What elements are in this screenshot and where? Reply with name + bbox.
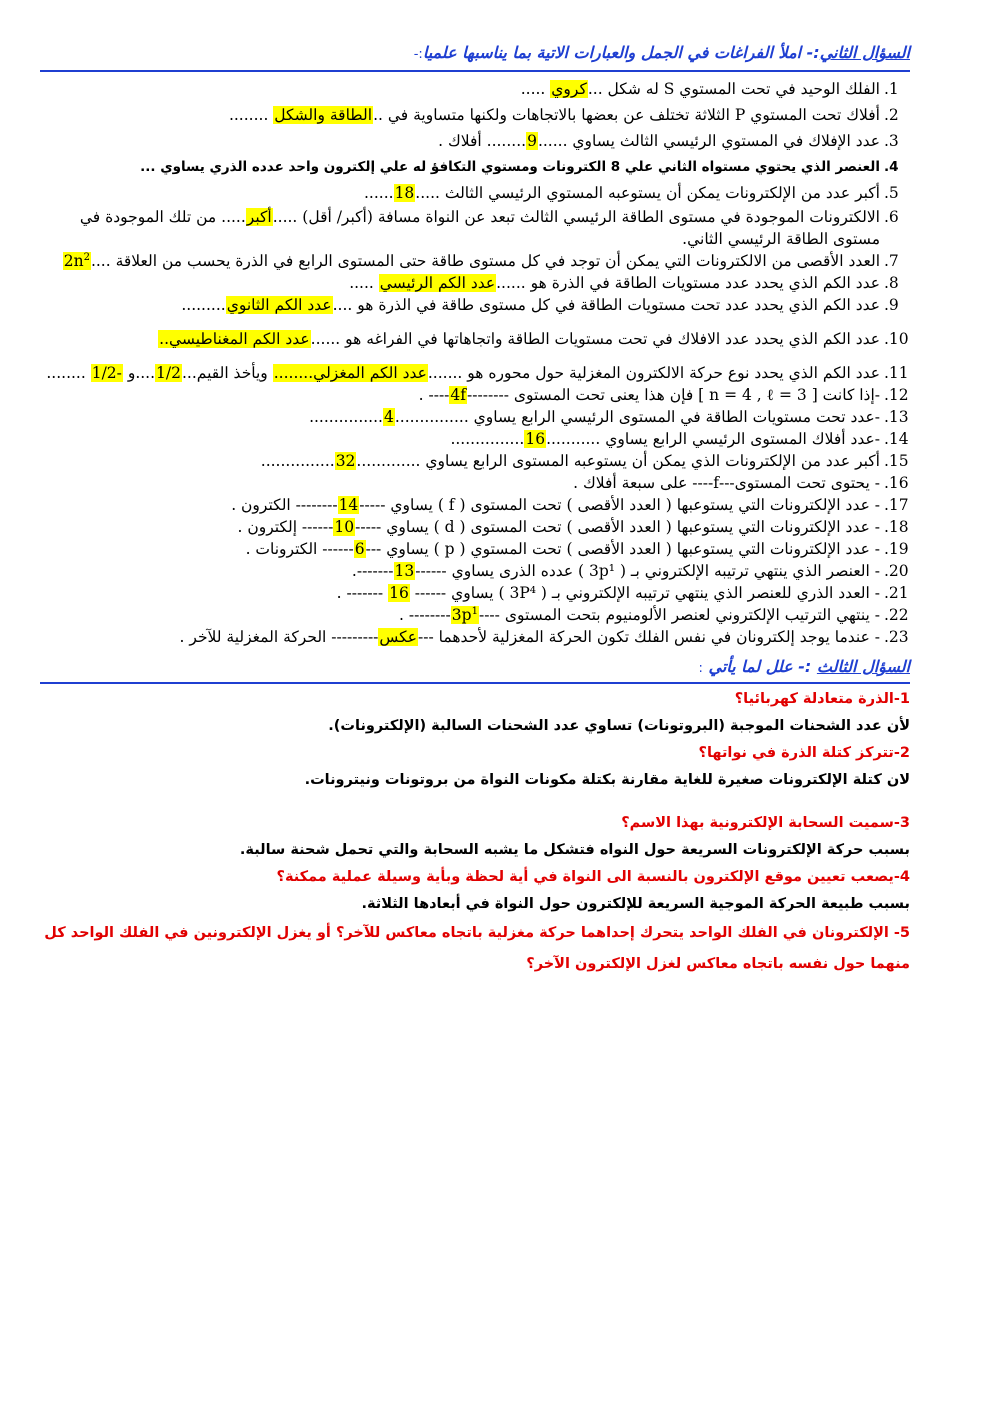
answer-highlight: 4f [450,386,467,404]
question-number: .22 [884,606,909,624]
question-text: - عدد الإلكترونات التي يستوعبها ( العدد الأقصى ) تحت المستوى ( f ) يساوي ----- [359,496,880,514]
question-tail: ....و [122,364,156,382]
question-text: عدد الكم الذي يحدد عدد مستويات الطاقة في الذرة هو ...... [496,274,880,292]
question-number: .11 [884,364,909,382]
section2-header: السؤال الثاني:- املأ الفراغات في الجمل والعبارات الاتية بما يناسبها علميا:- [40,40,910,72]
question-item [40,450,910,472]
question-text: عدد الإفلاك في المستوي الرئيسي الثالث يساوي ...... [537,132,880,150]
answer-highlight: عدد الكم المغزلي........ [273,364,427,382]
question-text: العنصر الذي يحتوي مستواه الثاني علي 8 الكترونات ومستوي التكافؤ له علي إلكترون واحد عدده الذري يساوي ... [140,159,880,175]
question-text: أكبر عدد من الإلكترونات يمكن أن يستوعبه المستوي الرئيسي الثالث ..... [415,184,880,202]
question-tail: ..... من تلك الموجودة في مستوى الطاقة الرئيسي الثاني. [79,208,880,248]
section2-title: املأ الفراغات في الجمل والعبارات الاتية بما يناسبها علميا [422,43,802,62]
question-tail: ------ الكترونات . [245,540,354,558]
reason-question: 1-الذرة متعادلة كهربائيا؟ [734,691,910,707]
question-text: عدد الكم الذي يحدد عدد الافلاك في تحت مستويات الطاقة واتجاهاتها في الفراغه هو ...... [310,330,880,348]
question-item [40,206,910,250]
question-item [40,604,910,626]
question-tail: ........ [46,364,91,382]
answer-highlight: 4 [383,408,394,426]
question-tail: ............... [309,408,383,426]
question-item [40,560,910,582]
fill-in-list [40,78,910,648]
question-item [40,582,910,604]
answer-highlight: عدد الكم الثانوي [226,296,332,314]
question-number: .21 [884,584,909,602]
question-text: - ينتهي الترتيب الإلكتروني لعنصر الألومنيوم بتحت المستوى ---- [478,606,880,624]
question-text: - يحتوى تحت المستوى---f---- على سبعة أفلاك . [573,474,880,492]
question-item [40,182,910,204]
question-tail: ......... [181,296,226,314]
question-tail: ............... [260,452,335,470]
answer-highlight: 9 [527,132,537,150]
question-item [40,538,910,560]
question-number: .19 [884,540,909,558]
answer-highlight: كروي [551,80,587,98]
answer-highlight: عكس [379,628,417,646]
question-number: .5 [884,184,899,202]
reason-answer: لان كتلة الإلكترونات صغيرة للغاية مقارنة بكتلة مكونات النواة من بروتونات ونيترونات. [304,772,910,788]
question-number: .9 [884,296,899,314]
answer-highlight: $2n^2$ [63,251,90,270]
question-text: - عدد الإلكترونات التي يستوعبها ( العدد الأقصى ) تحت المستوي ( p ) يساوي --- [365,540,880,558]
answer-highlight: 10 [334,518,355,536]
question-item [40,78,910,100]
question-item [40,428,910,450]
question-tail: ..... [349,274,379,292]
question-tail: -------. [351,562,394,580]
section2-label: السؤال الثاني [819,43,910,62]
question-tail: ............... [450,430,525,448]
section3-header: السؤال الثالث :- علل لما يأتي : [40,654,910,684]
answer-highlight: 18 [394,184,415,202]
reason-question: 3-سميت السحابة الإلكترونية بهذا الاسم؟ [621,815,910,831]
question-item [40,250,910,272]
question-item [40,384,910,406]
question-number: .2 [884,106,899,124]
reason-question: 2-تتركز كتلة الذرة في نواتها؟ [698,745,910,761]
question-tail: ...... [364,184,394,202]
superscript: 2 [83,251,90,263]
question-number: .15 [884,452,909,470]
superscript: 1 [471,605,478,617]
question-tail: -------- . [399,606,451,624]
question-item [40,328,910,350]
section3-label: السؤال الثالث [816,657,910,676]
answer-highlight: عدد الكم الرئيسي [379,274,496,292]
question-item [40,626,910,648]
answer-highlight: 32 [335,452,356,470]
question-tail: ------- . [336,584,389,602]
question-text: -عدد تحت مستويات الطاقة في المستوى الرئيسي الرابع يساوي ............... [394,408,880,426]
question-item [40,294,910,316]
question-text: - العنصر الذي ينتهي ترتيبه الإلكتروني بـ ( 3p¹ ) عدده الذرى يساوي ------ [415,562,880,580]
question-text: الفلك الوحيد في تحت المستوي S له شكل ... [587,80,880,98]
question-text: -عدد أفلاك المستوى الرئيسي الرابع يساوي ........... [546,430,880,448]
question-text: -إذا كانت [ n = 4 , ℓ = 3 ] فإن هذا يعنى تحت المستوى -------- [467,386,880,404]
answer-highlight: 6 [354,540,365,558]
answer-highlight: -1/2 [91,364,122,382]
question-number: .18 [884,518,909,536]
answer-highlight: 14 [338,496,359,514]
question-number: .4 [884,159,899,175]
answer-highlight: الطاقة والشكل [274,106,373,124]
question-number: .13 [884,408,909,426]
question-tail: ........ [228,106,274,124]
question-number: .1 [884,80,899,98]
question-tail: ---- . [418,386,450,404]
reasons-list [40,686,910,980]
reason-question: 4-يصعب تعيين موقع الإلكترون بالنسبة الى النواة في أية لحظة وبأية وسيلة عملية ممكنة؟ [276,869,910,885]
question-number: .7 [884,252,899,270]
question-text: أكبر عدد من الإلكترونات الذي يمكن أن يستوعبه المستوى الرابع يساوي ............. [356,452,880,470]
reason-answer: لأن عدد الشحنات الموجبة (البروتونات) تساوي عدد الشحنات السالبة (الإلكترونات). [328,718,910,734]
question-text: - عدد الإلكترونات التي يستوعبها ( العدد الأقصى ) تحت المستوى ( d ) يساوي ----- [355,518,880,536]
question-number: .10 [884,330,909,348]
answer-highlight: 1/2 [156,364,181,382]
reason-answer: بسبب طبيعة الحركة الموجية السريعة للإلكترون حول النواة في أبعادها الثلاثة. [361,896,910,912]
question-number: .23 [884,628,909,646]
reason-answer: بسبب حركة الإلكترونات السريعة حول النواه فتشكل ما يشبه السحابة والتي تحمل شحنة سالبة. [239,842,910,858]
answer-highlight: أكبر [246,208,272,226]
answer-highlight: عدد الكم المغناطيسي.. [159,330,310,348]
question-item [40,406,910,428]
question-number: .17 [884,496,909,514]
question-text: - العدد الذري للعنصر الذي ينتهي ترتيبه الإلكتروني بـ ( 3P⁴ ) يساوي ------ [409,584,880,602]
question-number: .8 [884,274,899,292]
question-item [40,472,910,494]
question-text: الالكترونات الموجودة في مستوى الطاقة الرئيسي الثالث تبعد عن النواة مسافة (أكبر/ أقل) ..... [272,208,880,226]
question-item [40,494,910,516]
question-item [40,516,910,538]
question-item [40,156,910,178]
answer-highlight: 16 [389,584,409,602]
worksheet [40,40,910,980]
question-tail: ويأخذ القيم... [181,364,273,382]
question-text: أفلاك تحت المستوي P الثلاثة تختلف عن بعضها بالاتجاهات ولكنها متساوية في .. [373,106,880,124]
question-text: العدد الأقصى من الالكترونات التي يمكن أن توجد في كل مستوى طاقة حتى المستوى الرابع في الذرة يحسب من العلاقة .... [90,252,880,270]
answer-highlight: 16 [525,430,546,448]
section3-title: :- علل لما يأتي [708,657,817,676]
answer-highlight: 13 [394,562,415,580]
question-item [40,130,910,152]
answer-highlight: $3p^1$ [451,605,478,624]
reason-question: 5- الإلكترونان في الفلك الواحد يتحرك إحداهما حركة مغزلية باتجاه معاكس للآخر؟ أو يغزل الإلكترونين في الفلك الواحد كل منهما حول نفسه باتجاه معاكس لغزل الإلكترون الآخر؟ [44,925,910,972]
question-number: .20 [884,562,909,580]
question-number: .3 [884,132,899,150]
question-item [40,272,910,294]
question-tail: ........ أفلاك . [438,132,527,150]
question-item [40,104,910,126]
question-text: - عندما يوجد إلكترونان في نفس الفلك تكون الحركة المغزلية لأحدهما --- [418,628,880,646]
question-number: .12 [884,386,909,404]
question-number: .14 [884,430,909,448]
question-text: عدد الكم الذي يحدد نوع حركة الالكترون المغزلية حول محوره هو ....... [427,364,880,382]
question-text: عدد الكم الذي يحدد عدد تحت مستويات الطاقة في كل مستوى طاقة في الذرة هو .... [332,296,880,314]
question-number: .6 [884,208,899,226]
question-item [40,362,910,384]
question-number: .16 [884,474,909,492]
question-tail: --------- الحركة المغزلية للآخر . [179,628,379,646]
question-tail: ------ إلكترون . [237,518,334,536]
question-tail: -------- الكترون . [231,496,338,514]
question-tail: ..... [520,80,551,98]
